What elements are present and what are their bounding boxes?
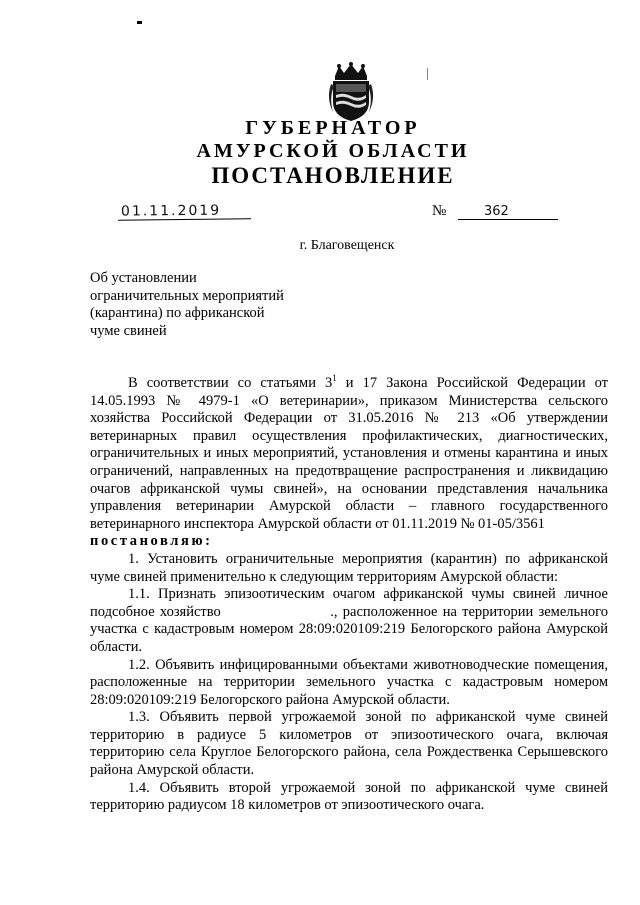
subject-line: ограничительных мероприятий	[90, 287, 284, 304]
clause-1-2: 1.2. Объявить инфицированными объектами животноводческие помещения, расположенные на территории земельного участка с кадастровым номером 28:09:020109:219 Белогорского района Амурской области.	[90, 656, 608, 708]
clause-1-1: 1.1. Признать эпизоотическим очагом африканской чумы свиней личное подсобное хозяйство ., расположенное на территории земельного участка с кадастровым номером 28:09:020109:219 Белогорского района Амурской области.	[90, 586, 612, 655]
superscript: 1	[332, 373, 337, 384]
city-line: г. Благовещенск	[299, 238, 395, 253]
coat-of-arms-icon	[325, 62, 377, 122]
number-label: №	[432, 203, 447, 219]
clause-1: 1. Установить ограничительные мероприятия (карантин) по африканской чуме свиней применительно к следующим территориям Амурской области:	[90, 550, 608, 585]
scan-mark	[137, 21, 142, 24]
clause-1-4: 1.4. Объявить второй угрожаемой зоной по африканской чуме свиней территорию радиусом 18 километров от эпизоотического очага.	[90, 779, 608, 814]
document-type: ПОСТАНОВЛЕНИЕ	[211, 163, 455, 188]
document-date: 01.11.2019	[118, 202, 251, 220]
header-subtitle: АМУРСКОЙ ОБЛАСТИ	[196, 140, 470, 162]
subject-line: Об установлении	[90, 270, 197, 286]
header-title: ГУБЕРНАТОР	[245, 117, 421, 139]
preamble-paragraph: В соответствии со статьями $3^1$ и 17 Закона Российской Федерации от 14.05.1993 № 4979-1 «О ветеринарии», приказом Министерства сельского хозяйства Российской Федерации от 31.05.2016 № 213 «Об утверждении ветеринарных правил осуществления профилактических, диагностических, ограничительных и иных мероприятий, установления и отмены карантина и иных ограничений, направленных на предотвращение распространения и ликвидацию очагов африканской чумы свиней», на основании представления начальника управления ветеринарии Амурской области – главного государственного ветеринарного инспектора Амурской области от 01.11.2019 № 01-05/3561	[90, 373, 609, 532]
subject-block	[90, 270, 340, 340]
clause-1-3: 1.3. Объявить первой угрожаемой зоной по африканской чуме свиней территорию в радиусе 5 километров от эпизоотического очага, включая территорию села Круглое Белогорского района, села Рождественка Серышевского района Амурской области.	[90, 709, 608, 779]
document-number: 362	[458, 204, 558, 220]
subject-line: (карантина) по африканской	[90, 305, 265, 321]
decree-word: постановляю:	[90, 533, 213, 550]
scan-mark	[427, 68, 428, 80]
document-body	[90, 373, 612, 815]
subject-line: чуме свиней	[90, 322, 167, 339]
